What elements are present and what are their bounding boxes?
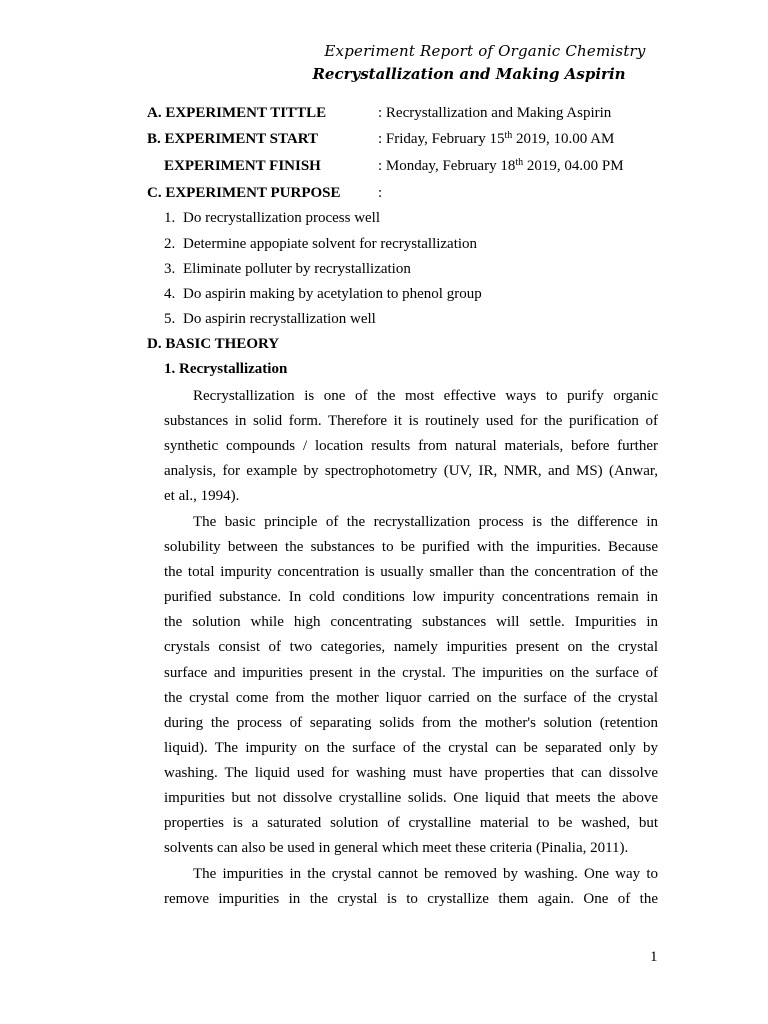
start-label: B. EXPERIMENT START <box>147 131 319 147</box>
paragraph-3: The impurities in the crystal cannot be removed by washing. One way to remove impurities in the crystal is to crystallize them again. One of the <box>164 866 658 908</box>
page-header <box>0 40 768 86</box>
header-course-title: Experiment Report of Organic Chemistry <box>324 42 646 60</box>
purpose-colon: : <box>378 185 383 201</box>
basic-theory-heading: D. BASIC THEORY <box>147 336 280 352</box>
purpose-label: C. EXPERIMENT PURPOSE <box>147 185 341 201</box>
title-value: : Recrystallization and Making Aspirin <box>378 105 612 121</box>
list-item: 1. Do recrystallization process well <box>164 210 381 226</box>
list-item: 2. Determine appopiate solvent for recrystallization <box>164 236 478 252</box>
start-value: : Friday, February 15th 2019, 10.00 AM <box>378 130 615 147</box>
header-experiment-title: Recrystallization and Making Aspirin <box>312 65 626 83</box>
list-item: 4. Do aspirin making by acetylation to phenol group <box>164 286 482 302</box>
paragraph-2: The basic principle of the recrystallization process is the difference in solubility between the substances to be purified with the impurities. Because the total impurity concentration is usually smaller than the concentration of the purified substance. In cold conditions low impurity concentrations remain in the solution while high concentrating substances will settle. Impurities in crystals consist of two categories, namely impurities present on the crystal surface and impurities present in the crystal. The impurities on the surface of the crystal come from the mother liquor carried on the surface of the crystal during the process of separating solids from the mother's solution (retention liquid). The impurity on the surface of the crystal can be separated only by washing. The liquid used for washing must have properties that can dissolve impurities but not dissolve crystalline solids. One liquid that meets the above properties is a saturated solution of crystalline material to be washed, but solvents can also be used in general which meet these criteria (Pinalia, 2011). <box>164 514 658 857</box>
list-item: 5. Do aspirin recrystallization well <box>164 311 376 327</box>
paragraph-1: Recrystallization is one of the most effective ways to purify organic substances in solid form. Therefore it is routinely used for the purification of synthetic compounds / location results from natural materials, before further analysis, for example by spectrophotometry (UV, IR, NMR, and MS) (Anwar, et al., 1994). <box>164 388 658 505</box>
list-item: 3. Eliminate polluter by recrystallization <box>164 261 411 277</box>
title-label: A. EXPERIMENT TITTLE <box>147 105 327 121</box>
finish-label: EXPERIMENT FINISH <box>164 158 321 174</box>
page-number: 1 <box>650 949 658 965</box>
finish-value: : Monday, February 18th 2019, 04.00 PM <box>378 157 624 174</box>
recrystallization-subheading: 1. Recrystallization <box>164 361 288 377</box>
